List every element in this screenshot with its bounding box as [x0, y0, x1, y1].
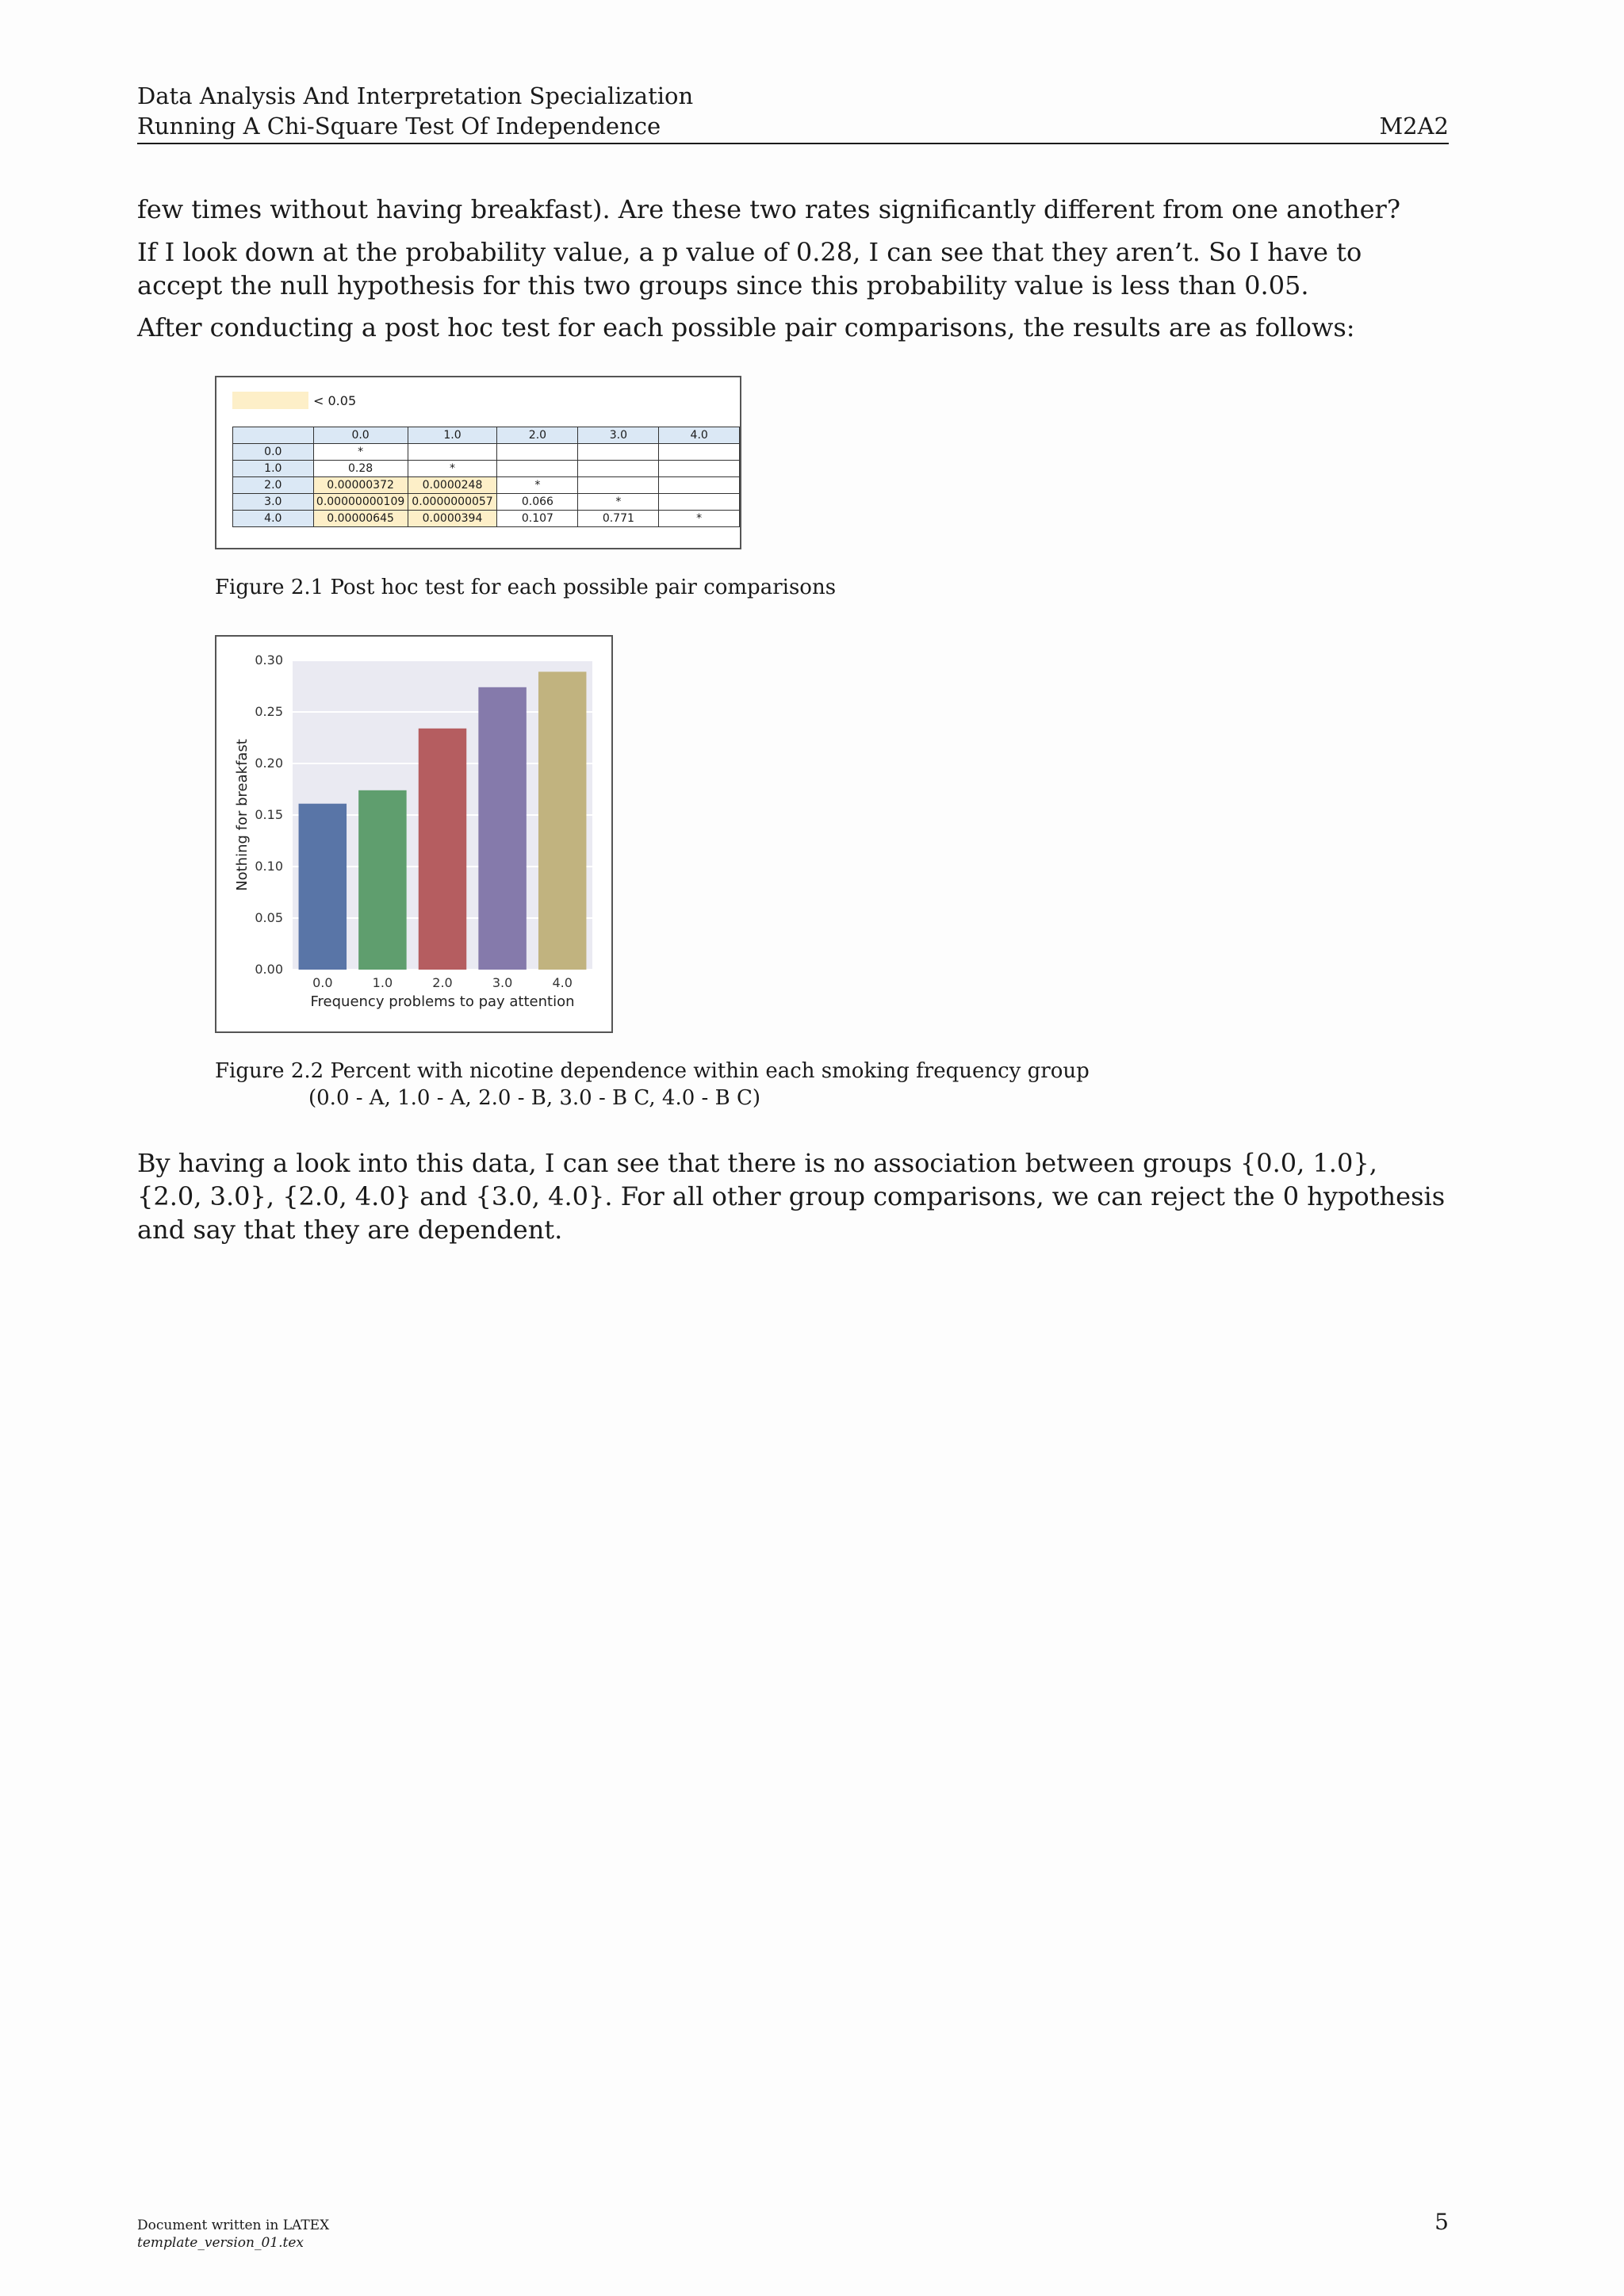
table-cell: [659, 494, 740, 511]
x-axis-label: Frequency problems to pay attention: [310, 993, 575, 1010]
header-row: [137, 111, 1449, 141]
y-tick-label: 0.20: [255, 756, 283, 771]
table-column-header: 0.0: [313, 427, 408, 444]
table-cell: 0.00000000109: [313, 494, 408, 511]
footer-written-prefix: Document written in: [137, 2218, 283, 2233]
x-tick-label: 3.0: [492, 975, 513, 990]
table-cell: 0.0000000057: [408, 494, 497, 511]
table-cell: [578, 477, 659, 494]
table-row: [233, 494, 740, 511]
table-cell: 0.00000645: [313, 511, 408, 527]
table-cell: 0.066: [497, 494, 578, 511]
table-column-header: 2.0: [497, 427, 578, 444]
table-cell: 0.0000394: [408, 511, 497, 527]
bar: [358, 790, 406, 970]
bar: [299, 804, 347, 970]
table-cell: [659, 444, 740, 461]
paragraph-2: If I look down at the probability value, a p value of 0.28, I can see that they aren’t. So I have to accept the null hypothesis for this two groups since this probability value is less than 0.05.: [137, 237, 1362, 300]
table-row-header: 1.0: [233, 461, 314, 477]
table-cell: [408, 444, 497, 461]
table-row: [233, 477, 740, 494]
page-footer: [137, 2217, 329, 2252]
page-number: 5: [1434, 2209, 1449, 2235]
y-tick-label: 0.25: [255, 704, 283, 719]
y-tick-label: 0.10: [255, 859, 283, 874]
footer-written-line: [137, 2217, 329, 2234]
table-row-header: 4.0: [233, 511, 314, 527]
legend-label: < 0.05: [313, 392, 357, 408]
table-row: [233, 511, 740, 527]
x-tick-label: 0.0: [312, 975, 333, 990]
posthoc-table: [232, 427, 740, 527]
table-cell: 0.0000248: [408, 477, 497, 494]
table-row-header: 0.0: [233, 444, 314, 461]
table-column-header: 3.0: [578, 427, 659, 444]
y-tick-label: 0.30: [255, 652, 283, 668]
table-cell: *: [659, 511, 740, 527]
table-cell: [659, 461, 740, 477]
table-cell: [497, 461, 578, 477]
table-column-header: 1.0: [408, 427, 497, 444]
page-header: [137, 81, 1449, 144]
table-header-row: [233, 427, 740, 444]
posthoc-figure: [215, 376, 741, 549]
table-cell: *: [408, 461, 497, 477]
bar-chart-figure: [215, 635, 613, 1033]
header-assignment-title: Running A Chi-Square Test Of Independence: [137, 113, 661, 140]
table-cell: [578, 461, 659, 477]
figure-2-2-caption-groups: (0.0 - A, 1.0 - A, 2.0 - B, 3.0 - B C, 4.0 - B C): [308, 1086, 760, 1110]
bar: [419, 729, 466, 970]
table-corner-cell: [233, 427, 314, 444]
table-cell: 0.771: [578, 511, 659, 527]
paragraph-1: few times without having breakfast). Are these two rates significantly different from one another?: [137, 194, 1400, 224]
y-tick-label: 0.00: [255, 962, 283, 977]
posthoc-legend: [232, 392, 356, 409]
x-tick-label: 1.0: [372, 975, 393, 990]
table-cell: *: [313, 444, 408, 461]
table-cell: 0.28: [313, 461, 408, 477]
bar: [478, 687, 526, 970]
table-cell: [659, 477, 740, 494]
footer-template: template_version_01.tex: [137, 2235, 304, 2251]
table-row: [233, 444, 740, 461]
header-rule: [137, 143, 1449, 144]
figure-2-1-caption: Figure 2.1 Post hoc test for each possible pair comparisons: [215, 576, 837, 599]
paragraph-4: By having a look into this data, I can see that there is no association between groups {0.0, 1.0}, {2.0, 3.0}, {2.0, 4.0} and {3.0, 4.0}. For all other group comparisons, we can reject the 0 hypothesis and say that they are dependent.: [137, 1148, 1446, 1245]
y-tick-label: 0.05: [255, 910, 283, 925]
table-row-header: 2.0: [233, 477, 314, 494]
bar: [538, 672, 586, 970]
paragraph-3: After conducting a post hoc test for each possible pair comparisons, the results are as follows:: [137, 312, 1355, 342]
legend-swatch: [232, 392, 308, 409]
y-axis-label: Nothing for breakfast: [234, 739, 251, 891]
table-column-header: 4.0: [659, 427, 740, 444]
table-row: [233, 461, 740, 477]
figure-2-2-caption: Figure 2.2 Percent with nicotine dependence within each smoking frequency group: [215, 1059, 1090, 1083]
table-cell: *: [497, 477, 578, 494]
table-cell: [497, 444, 578, 461]
table-cell: 0.00000372: [313, 477, 408, 494]
header-code: M2A2: [1379, 113, 1449, 140]
table-row-header: 3.0: [233, 494, 314, 511]
latex-logo: LATEX: [282, 2218, 330, 2233]
bar-chart: [216, 637, 611, 1031]
table-cell: [578, 444, 659, 461]
table-cell: *: [578, 494, 659, 511]
header-course-title: Data Analysis And Interpretation Specialization: [137, 82, 694, 109]
x-tick-label: 4.0: [552, 975, 573, 990]
x-tick-label: 2.0: [432, 975, 453, 990]
table-cell: 0.107: [497, 511, 578, 527]
y-tick-label: 0.15: [255, 807, 283, 822]
